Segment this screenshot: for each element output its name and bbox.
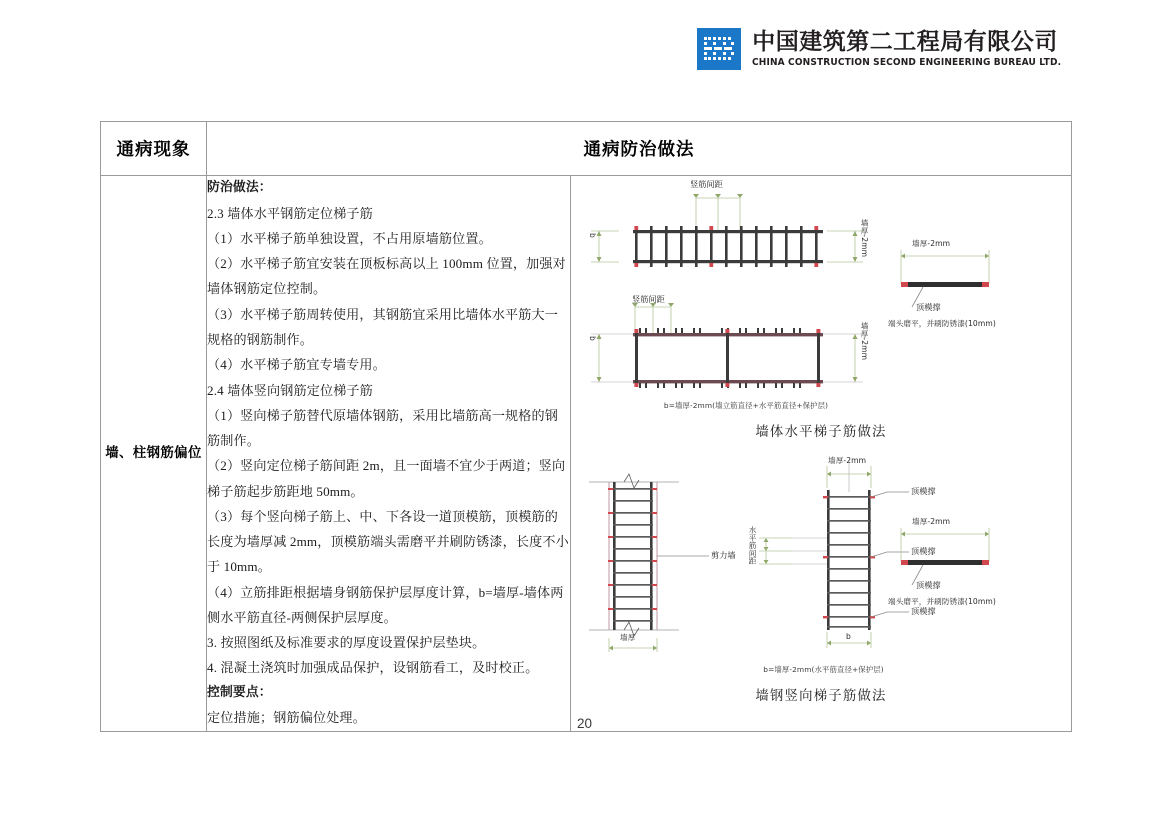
label-vertical-bar-spacing-2: 竖筋间距 xyxy=(632,294,665,304)
method-line: 控制要点： xyxy=(207,684,272,700)
label-b-bottom: b xyxy=(846,632,851,641)
cell-method-text xyxy=(207,176,571,732)
label-detail-note-top: 端头磨平，并刷防锈漆(10mm) xyxy=(888,319,996,328)
label-b-2: b xyxy=(588,336,597,341)
cell-figures xyxy=(571,176,1072,732)
method-line: 4. 混凝土浇筑时加强成品保护，设钢筋看工，及时校正。 xyxy=(207,660,539,676)
method-line: （2）竖向定位梯子筋间距 2m，且一面墙不宜少于两道；竖向梯子筋起步筋距地 50mm。 xyxy=(207,458,566,499)
method-line: （4）立筋排距根据墙身钢筋保护层厚度计算，b=墙厚-墙体两侧水平筋直径-两侧保护层厚度。 xyxy=(207,584,564,625)
label-detail-thickness-top: 墙厚-2mm xyxy=(912,239,951,248)
caption-bottom: 墙钢竖向梯子筋做法 xyxy=(755,688,887,703)
label-wall-thickness-1: 墙厚-2mm xyxy=(860,219,869,258)
header-cell-phenomenon: 通病现象 xyxy=(101,122,207,176)
method-line: 2.3 墙体水平钢筋定位梯子筋 xyxy=(207,205,373,221)
defect-prevention-table xyxy=(100,121,1072,732)
cell-phenomenon: 墙、柱钢筋偏位 xyxy=(101,176,207,732)
header-cell-method: 通病防治做法 xyxy=(207,122,1072,176)
cscec-logo-icon xyxy=(697,28,741,70)
label-detail-note-bottom: 端头磨平，并刷防锈漆(10mm) xyxy=(888,597,996,606)
formula-top: b=墙厚-2mm(墙立筋直径+水平筋直径+保护层) xyxy=(663,401,829,410)
label-detail-thickness-bottom: 墙厚-2mm xyxy=(912,517,951,526)
method-line: （3）每个竖向梯子筋上、中、下各设一道顶模筋，顶模筋的长度为墙厚减 2mm，顶模筋端头需磨平并刷防锈漆，长度不小于 10mm。 xyxy=(207,508,569,575)
method-line: （1）竖向梯子筋替代原墙体钢筋，采用比墙筋高一规格的钢筋制作。 xyxy=(207,407,559,449)
label-prop-1: 顶模撑 xyxy=(911,486,936,496)
page-number: 20 xyxy=(576,716,593,731)
figure-horizontal-ladder xyxy=(571,176,1071,404)
company-name-cn: 中国建筑第二工程局有限公司 xyxy=(752,28,1058,55)
label-detail-prop-bottom: 顶模撑 xyxy=(916,580,941,590)
method-line: 2.4 墙体竖向钢筋定位梯子筋 xyxy=(207,382,373,398)
method-line: 3. 按照图纸及标准要求的厚度设置保护层垫块。 xyxy=(207,635,486,651)
label-detail-prop-top: 顶模撑 xyxy=(916,302,941,312)
company-name-en: CHINA CONSTRUCTION SECOND ENGINEERING BUREAU LTD. xyxy=(752,57,1062,69)
label-vertical-bar-spacing-1: 竖筋间距 xyxy=(690,179,723,189)
figure-vertical-ladder xyxy=(571,452,1071,670)
caption-top: 墙体水平梯子筋做法 xyxy=(755,424,887,439)
table-header-row xyxy=(101,122,1072,176)
label-shear-wall: 剪力墙 xyxy=(711,550,736,560)
method-line: （3）水平梯子筋周转使用，其钢筋宜采用比墙体水平筋大一规格的钢筋制作。 xyxy=(207,306,559,348)
label-b-1: b xyxy=(588,233,597,238)
page-header xyxy=(697,28,1071,70)
method-line: 防治做法： xyxy=(207,180,272,195)
label-wall-thickness-bottom: 墙厚 xyxy=(620,633,636,642)
label-prop-3: 顶模撑 xyxy=(911,606,936,616)
formula-bottom: b=墙厚-2mm(水平筋直径+保护层) xyxy=(763,665,884,674)
label-prop-2: 顶模撑 xyxy=(911,546,936,556)
method-line: （1）水平梯子筋单独设置，不占用原墙筋位置。 xyxy=(207,230,492,246)
label-wall-thickness-2: 墙厚-2mm xyxy=(860,322,869,361)
method-line: 定位措施；钢筋偏位处理。 xyxy=(207,710,366,726)
table-row xyxy=(101,176,1072,732)
label-horizontal-bar-spacing: 水平筋间距 xyxy=(748,526,757,565)
company-name-block xyxy=(752,30,1071,69)
label-thickness-vertical-ladder: 墙厚-2mm xyxy=(828,456,867,465)
method-line: （2）水平梯子筋宜安装在顶板标高以上 100mm 位置，加强对墙体钢筋定位控制。 xyxy=(207,256,566,297)
method-line: （4）水平梯子筋宜专墙专用。 xyxy=(207,357,386,373)
